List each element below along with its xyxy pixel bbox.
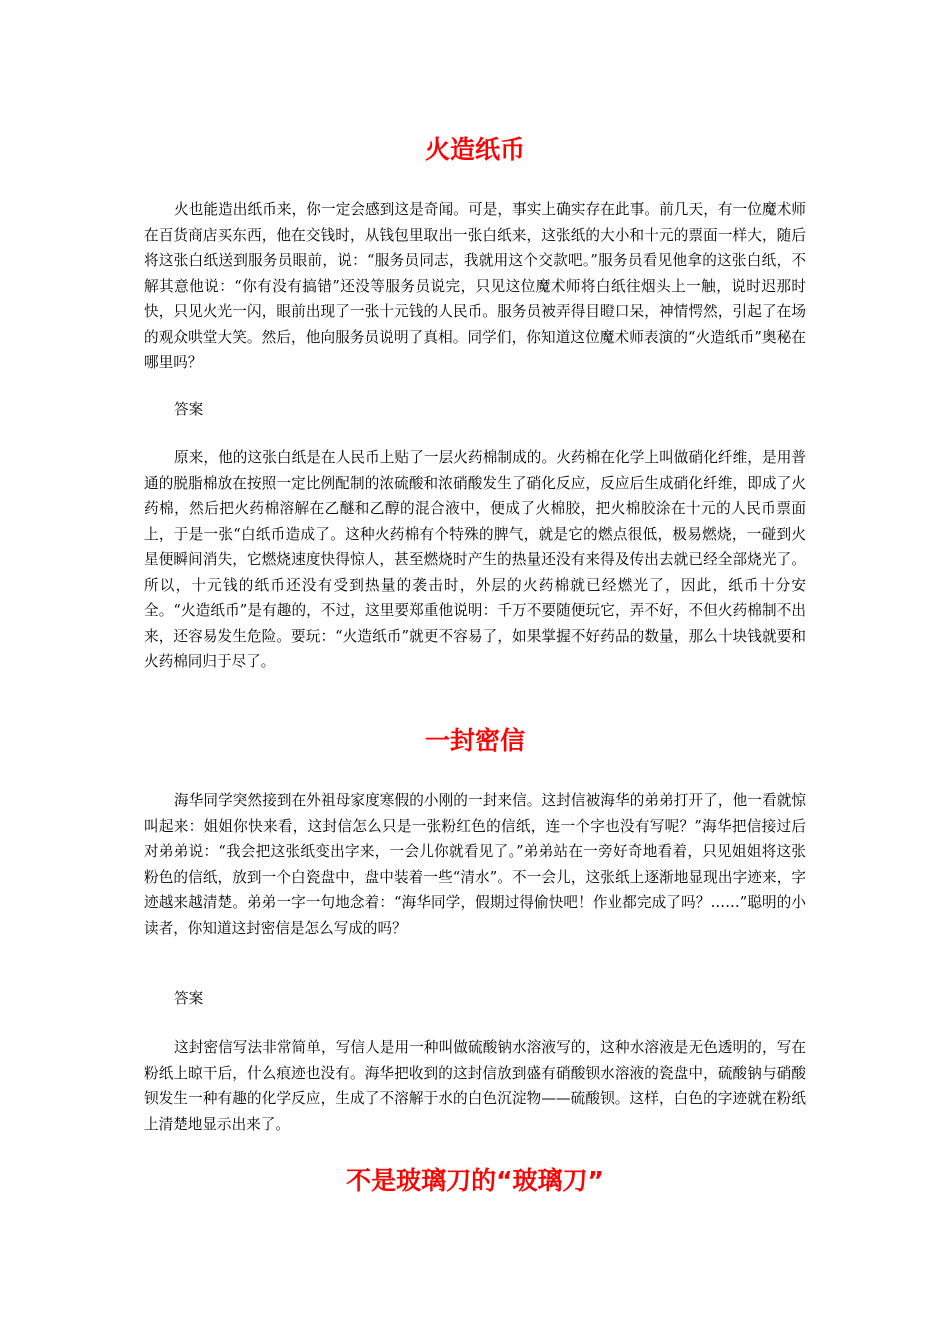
section-question-fire-banknote: 火也能造出纸币来，你一定会感到这是奇闻。可是，事实上确实存在此事。前几天，有一位魔术师在百货商店买东西，他在交钱时，从钱包里取出一张白纸来，这张纸的大小和十元的票面一样大，随后将这张白纸送到服务员眼前，说：“服务员同志，我就用这个交款吧。”服务员看见他拿的这张白纸，不解其意他说：“你有没有搞错”还没等服务员说完，只见这位魔术师将白纸往烟头上一触，说时迟那时快，只见火光一闪，眼前出现了一张十元钱的人民币。服务员被弄得目瞪口呆，神情愕然，引起了在场的观众哄堂大笑。然后，他向服务员说明了真相。同学们，你知道这位魔术师表演的“火造纸币”奥秘在哪里吗？ (144, 201, 806, 371)
section-title-glass-knife: 不是玻璃刀的“玻璃刀” (346, 1166, 604, 1195)
section-answer-secret-letter: 这封密信写法非常简单，写信人是用一种叫做硫酸钠水溶液写的，这种水溶液是无色透明的，写在粉纸上晾干后，什么痕迹也没有。海华把收到的这封信放到盛有硝酸钡水溶液的瓷盘中，硫酸钠与硝酸钡发生一种有趣的化学反应，生成了不溶解于水的白色沉淀物——硫酸钡。这样，白色的字迹就在粉纸上清楚地显示出来了。 (144, 1039, 806, 1133)
section-question-secret-letter: 海华同学突然接到在外祖母家度寒假的小刚的一封来信。这封信被海华的弟弟打开了，他一看就惊叫起来：姐姐你快来看，这封信怎么只是一张粉红色的信纸，连一个字也没有写呢？”海华把信接过后对弟弟说：“我会把这张纸变出字来，一会儿你就看见了。”弟弟站在一旁好奇地看着，只见姐姐将这张粉色的信纸，放到一个白瓷盘中，盘中装着一些“清水”。不一会儿，这张纸上逐渐地显现出字迹来，字迹越来越清楚。弟弟一字一句地念着：“海华同学，假期过得偷快吧！作业都完成了吗？……”聪明的小读者，你知道这封密信是怎么写成的吗？ (144, 792, 806, 937)
answer-label-fire-banknote: 答案 (174, 401, 204, 418)
answer-label-secret-letter: 答案 (174, 990, 204, 1007)
section-title-fire-banknote: 火造纸币 (424, 135, 525, 164)
section-answer-fire-banknote: 原来，他的这张白纸是在人民币上贴了一层火药棉制成的。火药棉在化学上叫做硝化纤维，是用普通的脱脂棉放在按照一定比例配制的浓硫酸和浓硝酸发生了硝化反应，反应后生成硝化纤维，即成了火药棉，然后把火药棉溶解在乙醚和乙醇的混合液中，便成了火棉胶，把火棉胶涂在十元的人民币票面上，于是一张“白纸币造成了。这种火药棉有个特殊的脾气，就是它的燃点很低，极易燃烧，一碰到火星便瞬间消失，它燃烧速度快得惊人，甚至燃烧时产生的热量还没有来得及传出去就已经全部烧光了。所以，十元钱的纸币还没有受到热量的袭击时，外层的火药棉就已经燃光了，因此，纸币十分安全。“火造纸币”是有趣的，不过，这里要郑重他说明：千万不要随便玩它，弄不好，不但火药棉制不出来，还容易发生危险。要玩：“火造纸币”就更不容易了，如果掌握不好药品的数量，那么十块钱就要和火药棉同归于尽了。 (144, 449, 806, 670)
section-title-secret-letter: 一封密信 (424, 726, 525, 755)
